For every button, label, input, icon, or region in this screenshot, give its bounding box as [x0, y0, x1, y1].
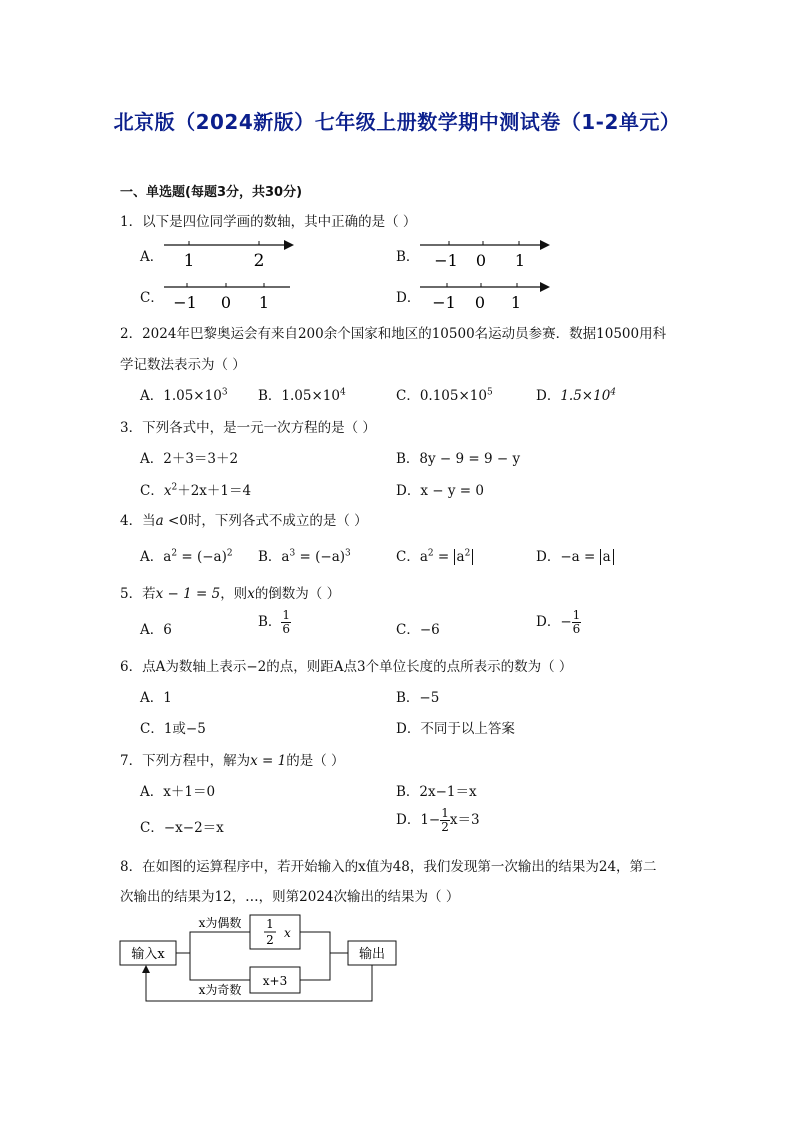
q2-option-d: D．$1.5\times 10^4$	[536, 387, 617, 404]
question-2-line1: 2．2024年巴黎奥运会有来自200余个国家和地区的10500名运动员参赛．数据10500用科	[120, 326, 667, 342]
half-den: 2	[266, 933, 274, 947]
question-4: 4．当a <0时，下列各式不成立的是（ ）	[120, 513, 368, 529]
q6-option-c: C．1或−5	[140, 721, 206, 737]
half-x: x	[284, 926, 291, 940]
odd-label: x为奇数	[198, 983, 242, 997]
question-5: 5．若x − 1 = 5，则x的倒数为（ ）	[120, 586, 341, 602]
flowchart	[110, 905, 410, 1010]
q4-option-d: D．−a = a	[536, 545, 614, 565]
question-3: 3．下列各式中，是一元一次方程的是（ ）	[120, 420, 376, 436]
tick-label: 1	[183, 251, 195, 270]
q5-option-b: B． $\frac{1}{6}$	[258, 608, 291, 636]
q7-option-a: A．x＋1＝0	[140, 784, 216, 800]
tick-label: 0	[474, 293, 486, 312]
q7-option-b: B．2x−1＝x	[396, 784, 477, 800]
tick-label: −1	[434, 251, 458, 270]
q6-option-a: A．1	[140, 690, 172, 706]
section-heading: 一、单选题(每题3分，共30分)	[120, 185, 303, 200]
tick-label: 1	[510, 293, 522, 312]
number-line-b	[416, 234, 556, 270]
q1-option-b-label: B．	[396, 249, 420, 265]
question-2-line2: 学记数法表示为（ ）	[120, 357, 246, 373]
question-7: 7．下列方程中，解为x = 1的是（ ）	[120, 753, 345, 769]
question-8-line2: 次输出的结果为12，…，则第2024次输出的结果为（ ）	[120, 889, 460, 905]
tick-label: 0	[220, 293, 232, 312]
tick-label: 1	[258, 293, 270, 312]
output-label: 输出	[358, 947, 386, 962]
number-line-c	[160, 276, 300, 312]
tick-label: −1	[432, 293, 456, 312]
tick-label: −1	[173, 293, 197, 312]
question-1: 1．以下是四位同学画的数轴，其中正确的是（ ）	[120, 214, 417, 230]
q5-option-c: C．−6	[396, 622, 440, 638]
q2-option-c: C．$0.105\times 10^5$	[396, 387, 493, 404]
q4-option-a: A．$a^2 = (-a)^2$	[140, 548, 233, 565]
q2-option-b: B．$1.05\times 10^4$	[258, 387, 346, 404]
question-6: 6．点A为数轴上表示−2的点，则距A点3个单位长度的点所表示的数为（ ）	[120, 659, 573, 675]
plus3-label: x+3	[262, 974, 288, 988]
q1-option-d-label: D．	[396, 290, 421, 306]
tick-label: 1	[514, 251, 526, 270]
number-line-a	[158, 234, 298, 270]
tick-label: 0	[475, 251, 487, 270]
q7-option-c: C．−x−2＝x	[140, 820, 224, 836]
q6-option-b: B．−5	[396, 690, 440, 706]
tick-label: 2	[253, 251, 265, 270]
even-label: x为偶数	[198, 916, 242, 930]
question-8-line1: 8．在如图的运算程序中，若开始输入的x值为48，我们发现第一次输出的结果为24，第二	[120, 859, 657, 875]
q5-option-d: D．− $\frac{1}{6}$	[536, 608, 581, 636]
q1-option-a-label: A．	[140, 249, 164, 265]
q3-option-d: D．x − y = 0	[396, 483, 484, 499]
q1-option-c-label: C．	[140, 290, 164, 306]
number-line-d	[416, 276, 556, 312]
q7-option-d: D．1− $\frac{1}{2}$ x＝3	[396, 806, 480, 834]
page-title: 北京版（2024新版）七年级上册数学期中测试卷（1-2单元）	[113, 110, 681, 134]
q6-option-d: D．不同于以上答案	[396, 721, 515, 737]
q3-option-a: A．2＋3＝3＋2	[140, 451, 239, 467]
q2-option-a: A．$1.05\times 10^3$	[140, 387, 228, 404]
half-num: 1	[266, 917, 274, 931]
input-label: 输入x	[131, 947, 165, 962]
q4-option-b: B．$a^3 = (-a)^3$	[258, 548, 351, 565]
q3-option-b: B．8y − 9 = 9 − y	[396, 451, 521, 467]
q4-option-c: C．$a^2 = a^2$	[396, 545, 473, 565]
q5-option-a: A．6	[140, 622, 172, 638]
q3-option-c: C．$x^2+2x+1=4$	[140, 482, 252, 499]
